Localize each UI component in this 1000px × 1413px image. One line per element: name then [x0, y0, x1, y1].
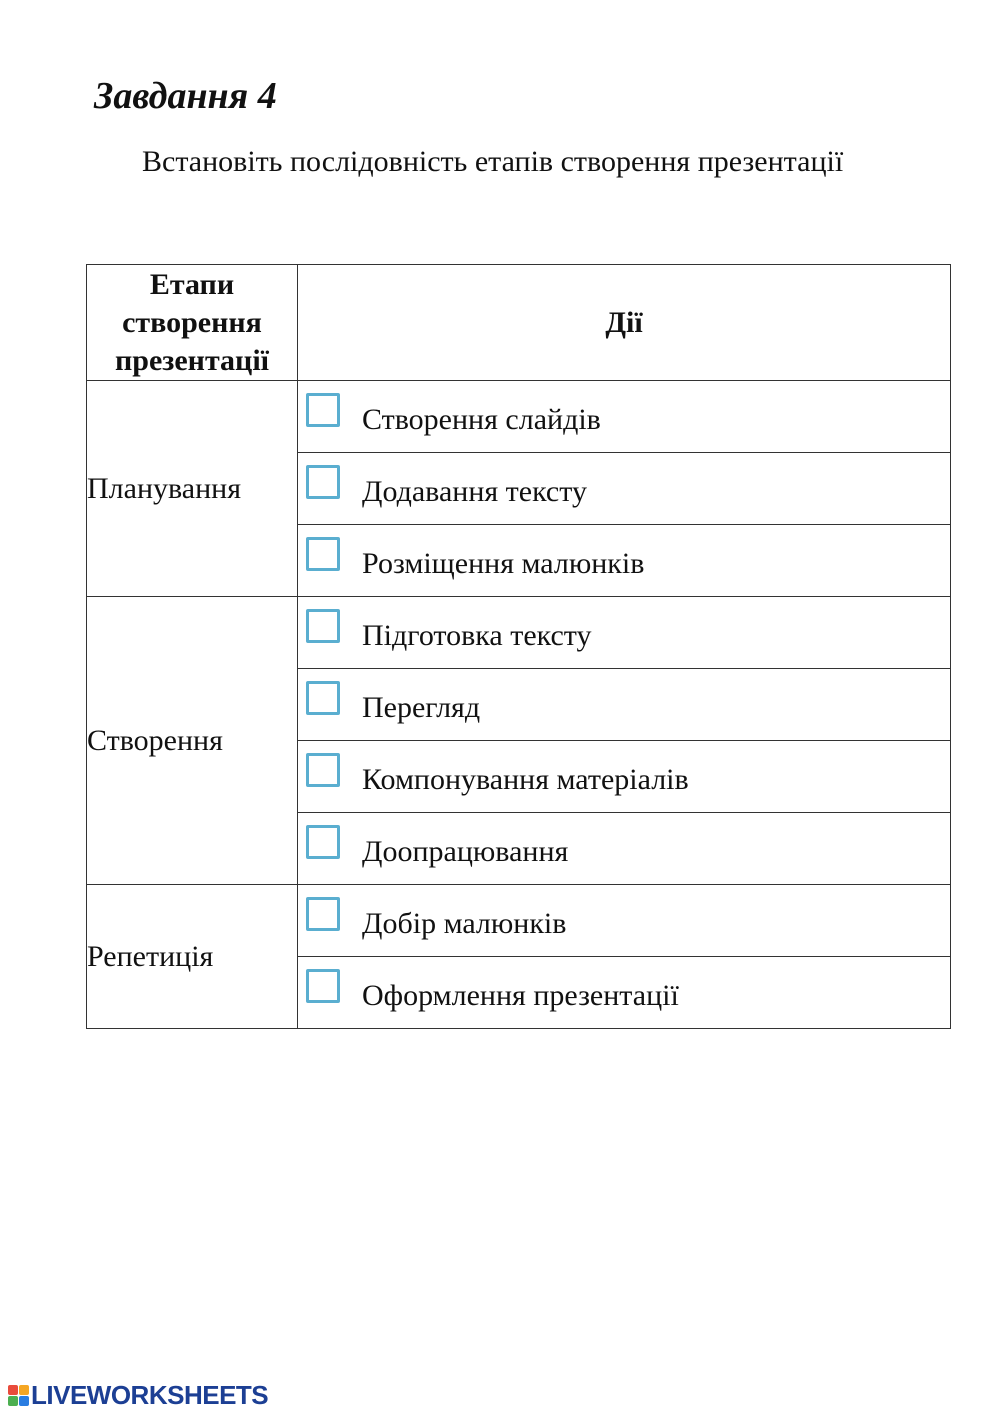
logo-square-orange: [19, 1385, 29, 1395]
action-label: Доопрацювання: [362, 835, 569, 868]
action-checkbox[interactable]: [306, 825, 340, 859]
action-checkbox[interactable]: [306, 465, 340, 499]
liveworksheets-logo: [8, 1380, 268, 1410]
action-cell: [298, 597, 951, 669]
action-cell: [298, 669, 951, 741]
header-stages: Етапи створення презентації: [87, 265, 298, 381]
logo-square-blue: [19, 1396, 29, 1406]
action-checkbox[interactable]: [306, 969, 340, 1003]
header-actions: Дії: [298, 265, 951, 381]
action-cell: [298, 813, 951, 885]
action-checkbox[interactable]: [306, 393, 340, 427]
action-label: Компонування матеріалів: [362, 763, 689, 796]
action-label: Додавання тексту: [362, 475, 587, 508]
stages-table: [86, 264, 951, 1029]
stage-planning: Планування: [87, 381, 298, 597]
action-checkbox[interactable]: [306, 897, 340, 931]
task-title: Завдання 4: [94, 75, 277, 117]
action-label: Розміщення малюнків: [362, 547, 645, 580]
table-row: [87, 381, 951, 453]
action-cell: [298, 381, 951, 453]
stage-creation: Створення: [87, 597, 298, 885]
instruction-text: Встановіть послідовність етапів створення презентації: [142, 145, 844, 178]
logo-square-red: [8, 1385, 18, 1395]
action-checkbox[interactable]: [306, 753, 340, 787]
table-row: [87, 885, 951, 957]
table-row: [87, 597, 951, 669]
action-cell: [298, 741, 951, 813]
action-checkbox[interactable]: [306, 609, 340, 643]
action-checkbox[interactable]: [306, 537, 340, 571]
table-header-row: [87, 265, 951, 381]
action-label: Оформлення презентації: [362, 979, 679, 1012]
action-cell: [298, 525, 951, 597]
action-label: Добір малюнків: [362, 907, 567, 940]
logo-square-green: [8, 1396, 18, 1406]
action-cell: [298, 957, 951, 1029]
logo-icon: [8, 1385, 29, 1406]
action-label: Створення слайдів: [362, 403, 601, 436]
action-checkbox[interactable]: [306, 681, 340, 715]
action-label: Перегляд: [362, 691, 481, 724]
stage-rehearsal: Репетиція: [87, 885, 298, 1029]
action-cell: [298, 453, 951, 525]
logo-text: LIVEWORKSHEETS: [31, 1379, 269, 1410]
action-label: Підготовка тексту: [362, 619, 592, 652]
action-cell: [298, 885, 951, 957]
